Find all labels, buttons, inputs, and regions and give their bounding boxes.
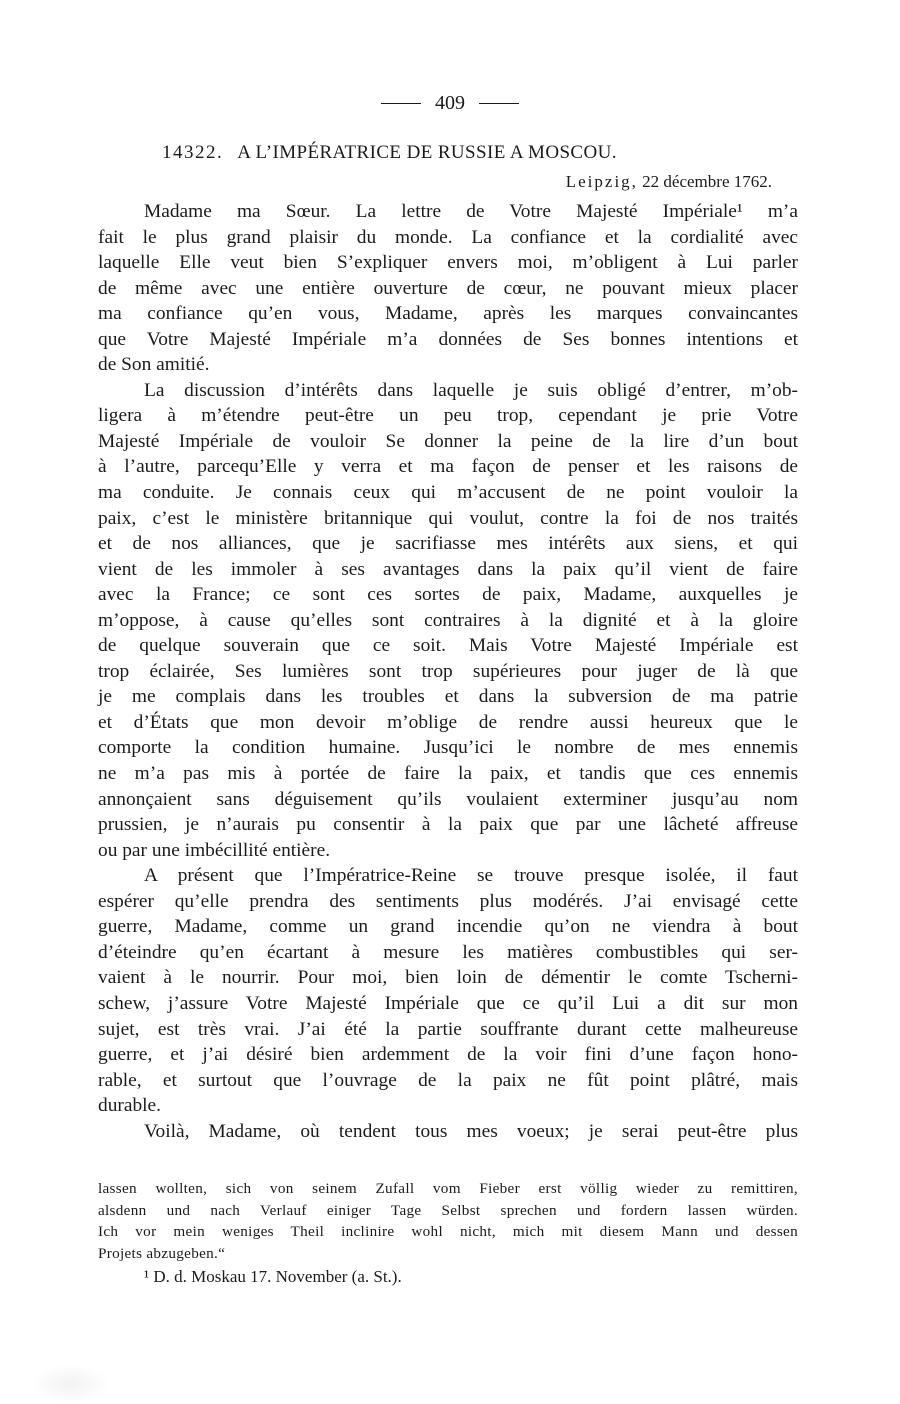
body-line: prussien, je n’aurais pu consentir à la paix que par une lâcheté affreuse (98, 814, 798, 836)
header-rule-left (381, 103, 421, 104)
page-number: 409 (435, 92, 465, 114)
body-line: avec la France; ce sont ces sortes de paix, Madame, auxquelles je (98, 584, 798, 606)
body-line: de Son amitié. (98, 354, 210, 376)
body-line: annonçaient sans déguisement qu’ils voulaient exterminer jusqu’au nom (98, 788, 798, 810)
body-line: à l’autre, parcequ’Elle y verra et ma façon de penser et les raisons de (98, 456, 798, 478)
body-line: ligera à m’étendre peut-être un peu trop, cependant je prie Votre (98, 405, 798, 427)
body-line: de quelque souverain que ce soit. Mais Votre Majesté Impériale est (98, 635, 798, 657)
body-line: ne m’a pas mis à portée de faire la paix, et tandis que ces ennemis (98, 763, 798, 785)
letter-title: A L’IMPÉRATRICE DE RUSSIE A MOSCOU. (237, 142, 617, 163)
body-line: guerre, Madame, comme un grand incendie qu’on ne viendra à bout (98, 916, 798, 938)
body-line: ma confiance qu’en vous, Madame, après les marques convaincantes (98, 303, 798, 325)
body-line: m’oppose, à cause qu’elles sont contraires à la dignité et à la gloire (98, 609, 798, 631)
body-line: de même avec une entière ouverture de cœur, ne pouvant mieux placer (98, 277, 798, 299)
body-line: schew, j’assure Votre Majesté Impériale que ce qu’il Lui a dit sur mon (98, 992, 798, 1014)
letter-heading (162, 140, 617, 166)
body-line: vient de les immoler à ses avantages dans la paix qu’il vient de faire (98, 558, 798, 580)
body-line: je me complais dans les troubles et dans la subversion de ma patrie (98, 686, 798, 708)
body-line: et d’États que mon devoir m’oblige de rendre aussi heureux que le (98, 711, 798, 733)
body-line: Madame ma Sœur. La lettre de Votre Majesté Impériale¹ m’a (144, 201, 798, 222)
footnote-line: lassen wollten, sich von seinem Zufall vom Fieber erst völlig wieder zu remittiren, (98, 1180, 798, 1197)
body-line: ma conduite. Je connais ceux qui m’accusent de ne point vouloir la (98, 482, 798, 504)
body-line: Voilà, Madame, où tendent tous mes voeux; je serai peut-être plus (144, 1120, 798, 1142)
body-line: laquelle Elle veut bien S’expliquer envers moi, m’obligent à Lui parler (98, 252, 798, 274)
letter-body (98, 199, 798, 1144)
header-rule-right (479, 103, 519, 104)
footnote-line: Projets abzugeben.“ (98, 1244, 226, 1262)
body-line: et de nos alliances, que je sacrifiasse mes intérêts aux siens, et qui (98, 533, 798, 555)
body-line: espérer qu’elle prendra des sentiments plus modérés. J’ai envisagé cette (98, 890, 798, 912)
place-date (566, 171, 772, 193)
body-line: A présent que l’Impératrice-Reine se trouve presque isolée, il faut (144, 865, 798, 887)
body-line: paix, c’est le ministère britannique qui voulut, contre la foi de nos traités (98, 507, 798, 529)
body-line: durable. (98, 1095, 161, 1117)
body-line: que Votre Majesté Impériale m’a données de Ses bonnes intentions et (98, 328, 798, 350)
body-line: La discussion d’intérêts dans laquelle je suis obligé d’entrer, m’ob- (144, 379, 798, 401)
body-line: guerre, et j’ai désiré bien ardemment de la voir fini d’une façon hono- (98, 1044, 798, 1066)
footnote-continuation (98, 1178, 798, 1264)
body-line: sujet, est très vrai. J’ai été la partie souffrante durant cette malheureuse (98, 1018, 798, 1040)
page-header (0, 90, 900, 116)
footnote-1: ¹ D. d. Moskau 17. November (a. St.). (144, 1267, 402, 1286)
body-line: trop éclairée, Ses lumières sont trop supérieures pour juger de là que (98, 660, 798, 682)
letter-number: 14322. (162, 142, 224, 163)
body-line: rable, et surtout que l’ouvrage de la paix ne fût point plâtré, mais (98, 1069, 798, 1091)
letter-date: 22 décembre 1762. (642, 172, 772, 191)
body-line: comporte la condition humaine. Jusqu’ici le nombre de mes ennemis (98, 737, 798, 759)
scan-smudge (30, 1364, 110, 1404)
body-line: ou par une imbécillité entière. (98, 839, 331, 861)
body-line: fait le plus grand plaisir du monde. La confiance et la cordialité avec (98, 226, 798, 248)
body-line: vaient à le nourrir. Pour moi, bien loin de démentir le comte Tscherni- (98, 967, 798, 989)
footnote-line: Ich vor mein weniges Theil inclinire wohl nicht, mich mit diesem Mann und dessen (98, 1223, 798, 1240)
body-line: Majesté Impériale de vouloir Se donner la peine de la lire d’un bout (98, 430, 798, 452)
body-line: d’éteindre qu’en écartant à mesure les matières combustibles qui ser- (98, 941, 798, 963)
letter-place: Leipzig, (565, 172, 638, 191)
footnote-line: alsdenn und nach Verlauf einiger Tage Selbst sprechen und fordern lassen würden. (98, 1201, 798, 1219)
